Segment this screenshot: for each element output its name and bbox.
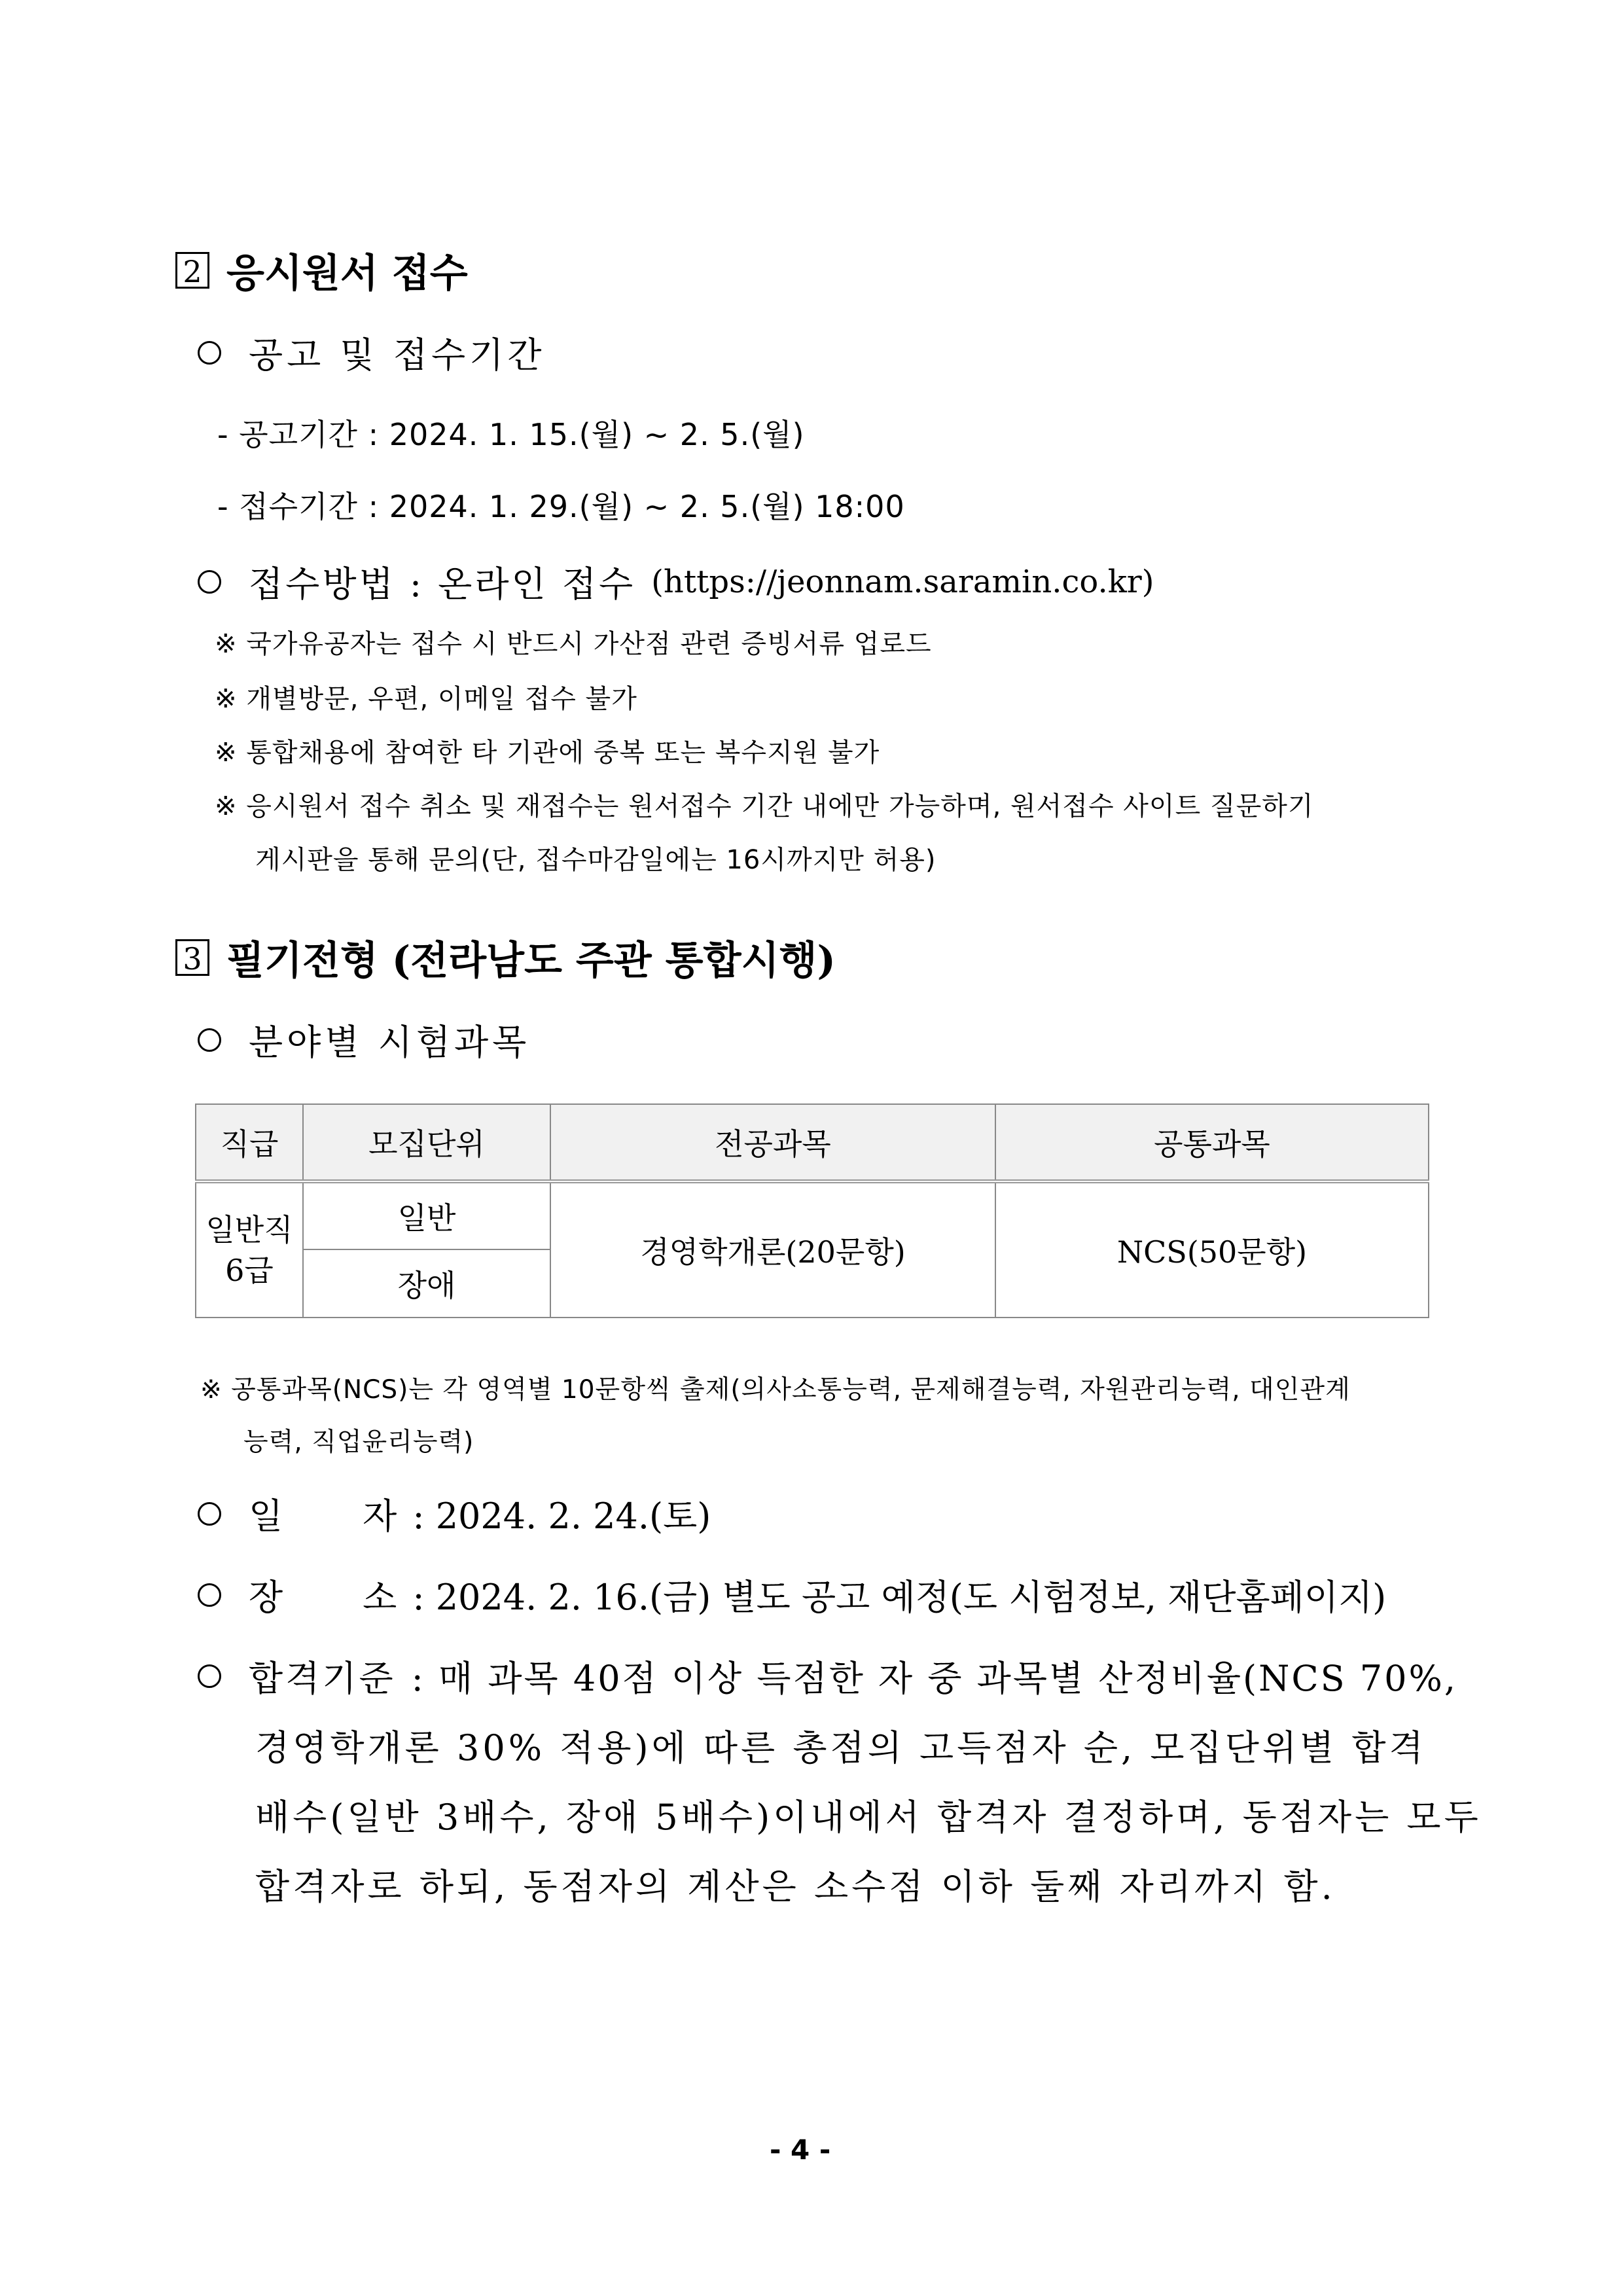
circle-bullet-icon — [198, 1502, 221, 1526]
circle-bullet-icon — [198, 1583, 221, 1607]
method-note-2: ※ 개별방문, 우편, 이메일 접수 불가 — [215, 684, 637, 714]
period-heading — [198, 327, 545, 378]
subjects-heading-text: 분야별 시험과목 — [249, 1022, 531, 1063]
criteria-line — [198, 1651, 1457, 1701]
date-line — [198, 1488, 711, 1539]
circle-bullet-icon — [198, 341, 221, 365]
table-row — [196, 1181, 1429, 1249]
major-cell: 경영학개론(20문항) — [550, 1181, 995, 1318]
method-heading — [198, 556, 1154, 607]
date-label-1: 일 — [249, 1496, 283, 1537]
period-heading-text: 공고 및 접수기간 — [249, 334, 546, 376]
circle-bullet-icon — [198, 1664, 221, 1688]
date-label-2: 자 — [363, 1496, 397, 1537]
section-title: 응시원서 접수 — [226, 251, 468, 296]
criteria-label: 합격기준 — [249, 1658, 396, 1699]
notice-period: - 공고기간 : 2024. 1. 15.(월) ~ 2. 5.(월) — [217, 417, 805, 452]
grade-line-1: 일반직 — [205, 1212, 293, 1247]
circle-bullet-icon — [198, 1028, 221, 1052]
header-grade: 직급 — [196, 1104, 303, 1181]
subjects-note-2: 능력, 직업윤리능력) — [243, 1427, 474, 1457]
grade-cell — [196, 1181, 303, 1318]
subjects-heading — [198, 1014, 530, 1065]
unit-cell-disabled: 장애 — [303, 1249, 550, 1318]
method-heading-text: 접수방법 : 온라인 접수 — [249, 564, 636, 605]
header-common: 공통과목 — [995, 1104, 1429, 1181]
place-value: : 2024. 2. 16.(금) 별도 공고 예정(도 시험정보, 재단홈페이지) — [412, 1577, 1387, 1618]
method-note-4-cont: 게시판을 통해 문의(단, 접수마감일에는 16시까지만 허용) — [255, 845, 936, 875]
criteria-line-4: 합격자로 하되, 동점자의 계산은 소수점 이하 둘째 자리까지 함. — [255, 1866, 1336, 1907]
section-2-heading — [175, 242, 468, 298]
subjects-note-1: ※ 공통과목(NCS)는 각 영역별 10문항씩 출제(의사소통능력, 문제해결능력, 자원관리능력, 대인관계 — [200, 1375, 1351, 1405]
common-cell: NCS(50문항) — [995, 1181, 1429, 1318]
circle-bullet-icon — [198, 570, 221, 594]
criteria-line-3: 배수(일반 3배수, 장애 5배수)이내에서 합격자 결정하며, 동점자는 모두 — [255, 1797, 1482, 1838]
place-label-1: 장 — [249, 1577, 283, 1618]
method-note-1: ※ 국가유공자는 접수 시 반드시 가산점 관련 증빙서류 업로드 — [215, 629, 932, 659]
place-line — [198, 1570, 1386, 1620]
section-3-heading — [175, 929, 836, 986]
method-note-4: ※ 응시원서 접수 취소 및 재접수는 원서접수 기간 내에만 가능하며, 원서접수 사이트 질문하기 — [215, 791, 1314, 821]
place-label-2: 소 — [363, 1577, 397, 1618]
receipt-period: - 접수기간 : 2024. 1. 29.(월) ~ 2. 5.(월) 18:00 — [217, 489, 905, 524]
section-number: 3 — [175, 939, 209, 976]
page-number: - 4 - — [770, 2134, 831, 2166]
date-value: : 2024. 2. 24.(토) — [412, 1496, 711, 1537]
grade-line-2: 6급 — [225, 1253, 274, 1288]
section-number: 2 — [175, 252, 209, 289]
header-unit: 모집단위 — [303, 1104, 550, 1181]
method-note-3: ※ 통합채용에 참여한 타 기관에 중복 또는 복수지원 불가 — [215, 738, 880, 768]
section-title: 필기전형 (전라남도 주관 통합시행) — [226, 938, 836, 984]
header-major: 전공과목 — [550, 1104, 995, 1181]
unit-cell-general: 일반 — [303, 1181, 550, 1249]
criteria-line-2: 경영학개론 30% 적용)에 따른 총점의 고득점자 순, 모집단위별 합격 — [255, 1727, 1427, 1768]
subjects-table — [195, 1103, 1429, 1318]
application-url[interactable]: (https://jeonnam.saramin.co.kr) — [651, 563, 1154, 600]
criteria-line-1: : 매 과목 40점 이상 득점한 자 중 과목별 산정비율(NCS 70%, — [411, 1658, 1457, 1699]
